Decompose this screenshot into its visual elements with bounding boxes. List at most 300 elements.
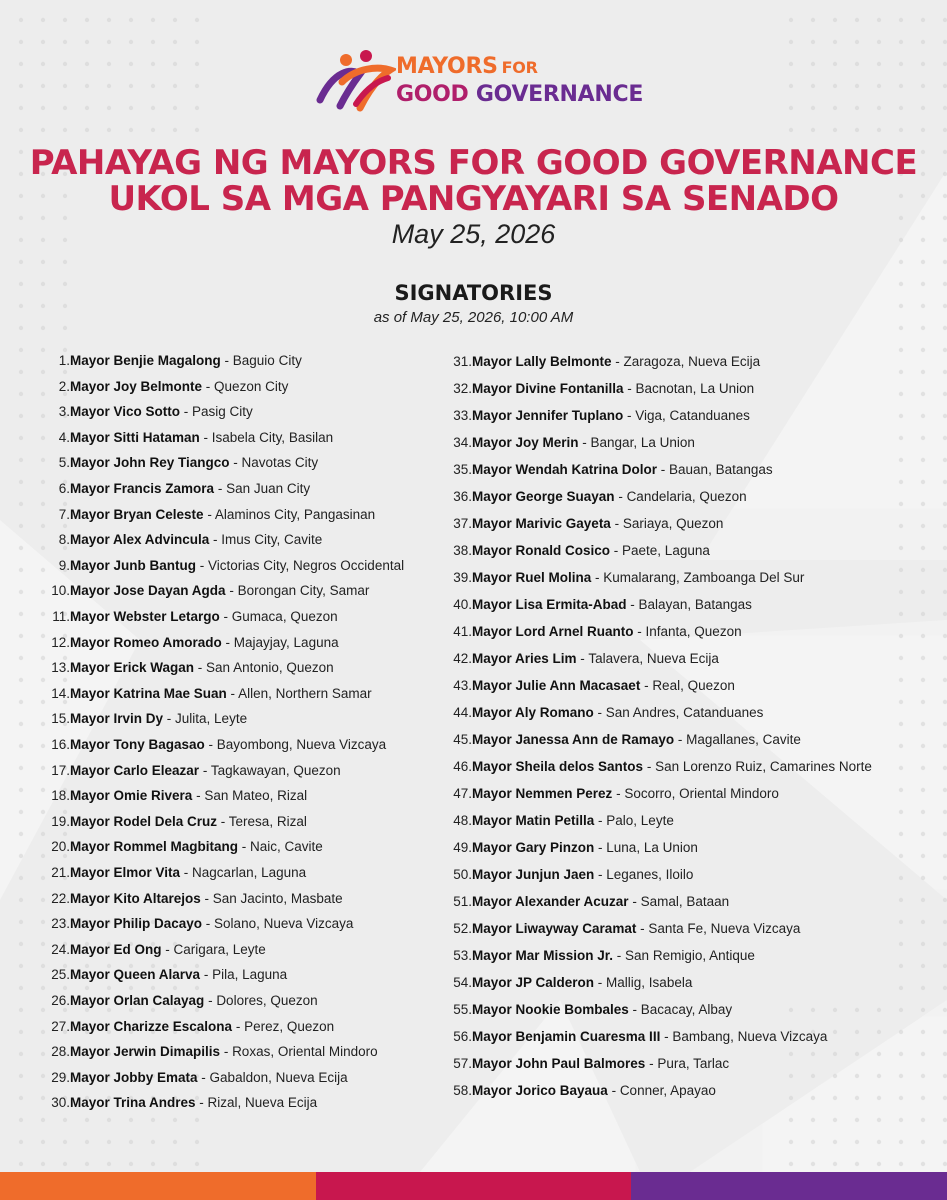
signatory-name: Mayor Queen Alarva [70,967,201,983]
signatory-place: Leganes, Iloilo [606,867,694,882]
signatory-number: 19. [51,813,70,829]
signatory-item [446,380,754,398]
signatory-name: Mayor Lisa Ermita-Abad [472,597,627,612]
signatory-place: Viga, Catanduanes [635,408,750,423]
signatory-item [446,461,773,479]
signatory-item [446,407,750,425]
signatory-name: Mayor Lally Belmonte [472,354,612,369]
signatory-place: Pasig City [192,404,253,420]
signatory-number: 35. [453,462,472,477]
signatory-place: Teresa, Rizal [228,813,307,829]
signatory-place: Dolores, Quezon [216,993,318,1008]
signatory-separator: - [607,1083,620,1098]
signatory-name: Mayor Kito Altarejos [70,890,201,906]
signatory-item [44,710,247,728]
signatory-item [44,531,322,549]
signatory-number: 1. [58,353,70,368]
signatory-separator: - [204,737,217,752]
signatory-number: 29. [51,1069,70,1085]
signatory-place: Allen, Northern Samar [238,685,372,701]
signatory-item [44,403,253,421]
signatory-name: Mayor Julie Ann Macasaet [472,678,641,693]
signatory-place: San Andres, Catanduanes [605,705,764,720]
signatory-separator: - [225,583,238,599]
signatory-name: Mayor Alexander Acuzar [472,894,629,909]
signatory-item [44,864,306,882]
signatory-separator: - [180,404,193,420]
signatory-name: Mayor Junjun Jaen [472,867,595,882]
signatory-number: 17. [51,762,70,778]
signatory-place: Luna, La Union [606,840,698,855]
signatory-number: 42. [453,651,472,666]
signatory-place: Bayombong, Nueva Vizcaya [216,737,387,752]
signatory-name: Mayor John Paul Balmores [472,1056,646,1071]
signatory-name: Mayor Gary Pinzon [472,840,595,855]
signatory-place: San Lorenzo Ruiz, Camarines Norte [655,759,872,774]
signatory-name: Mayor Erick Wagan [70,660,195,676]
signatory-number: 14. [51,685,70,701]
signatory-item [44,352,302,370]
signatory-item [44,685,372,703]
signatory-separator: - [199,429,212,445]
signatory-separator: - [626,597,639,612]
signatory-number: 36. [453,489,472,504]
signatory-separator: - [197,1069,210,1085]
signatory-separator: - [611,354,624,369]
signatory-place: Bangar, La Union [590,435,695,450]
signatory-item [446,731,801,749]
signatory-separator: - [594,840,607,855]
signatory-item [446,920,800,938]
signatory-separator: - [202,916,215,932]
signatory-place: San Antonio, Quezon [206,660,334,676]
signatory-item [44,659,334,677]
signatory-item [44,736,386,754]
signatory-place: Magallanes, Cavite [686,732,801,747]
signatory-separator: - [645,1056,658,1071]
signatory-number: 38. [453,543,472,558]
signatory-item [446,623,742,641]
signatory-item [44,1018,334,1036]
signatory-number: 7. [58,506,70,522]
signatory-number: 2. [58,378,70,394]
signatory-separator: - [660,1029,673,1044]
signatory-name: Mayor Ed Ong [70,941,162,957]
signatory-item [44,966,287,984]
signatory-name: Mayor Charizze Escalona [70,1018,233,1034]
signatory-name: Mayor Sheila delos Santos [472,759,644,774]
signatory-item [44,634,339,652]
signatory-name: Mayor Tony Bagasao [70,737,205,752]
signatory-place: Nagcarlan, Laguna [192,865,307,880]
signatory-number: 27. [51,1018,70,1034]
signatory-number: 46. [453,759,472,774]
statement-date: May 25, 2026 [391,219,556,249]
signatory-separator: - [628,894,641,909]
signatory-name: Mayor Orlan Calayag [70,993,205,1008]
signatory-separator: - [226,685,239,701]
signatory-item [44,454,318,472]
signatory-place: Imus City, Cavite [221,532,323,548]
signatory-item [44,1043,378,1061]
signatory-name: Mayor Liwayway Caramat [472,921,637,936]
signatory-number: 56. [453,1029,472,1044]
signatory-item [446,704,763,722]
signatory-place: Baguio City [232,353,302,368]
signatory-number: 3. [58,404,70,420]
signatory-place: Talavera, Nueva Ecija [588,651,719,666]
signatory-number: 48. [453,813,472,828]
signatory-place: Samal, Bataan [640,894,730,909]
signatory-place: Palo, Leyte [606,813,674,828]
signatory-item [44,838,323,856]
signatory-place: Sariaya, Quezon [622,516,724,531]
signatory-name: Mayor Jennifer Tuplano [472,408,624,423]
signatory-place: Carigara, Leyte [173,941,266,957]
signatory-item [446,434,695,452]
signatory-number: 53. [453,948,472,963]
signatory-name: Mayor Francis Zamora [70,481,215,496]
signatory-number: 44. [453,705,472,720]
signatory-number: 9. [58,557,70,573]
signatory-separator: - [578,435,591,450]
signatory-name: Mayor George Suayan [472,489,615,504]
signatory-separator: - [610,543,623,558]
page-title-line-2: UKOL SA MGA PANGYAYARI SA SENADO [108,179,839,219]
signatory-number: 49. [453,840,472,855]
signatory-place: San Mateo, Rizal [204,788,308,804]
signatory-separator: - [238,839,251,855]
signatory-number: 25. [51,967,70,983]
signatory-item [446,1028,827,1046]
signatory-place: Paete, Laguna [622,543,710,558]
signatory-separator: - [623,408,636,423]
signatory-name: Mayor Divine Fontanilla [472,381,624,396]
signatory-separator: - [594,975,607,990]
signatory-separator: - [232,1018,245,1034]
signatory-item [446,758,872,776]
signatory-name: Mayor Nookie Bombales [472,1002,629,1017]
signatory-item [44,787,307,805]
signatory-number: 39. [453,570,472,585]
signatory-item [446,1082,716,1100]
signatory-separator: - [220,1044,233,1060]
signatory-number: 20. [51,839,70,855]
signatory-name: Mayor Jorico Bayaua [472,1083,608,1098]
signatory-place: Real, Quezon [652,678,735,693]
signatory-item [44,941,266,959]
signatory-separator: - [657,462,670,477]
signatory-number: 8. [58,532,70,548]
signatory-name: Mayor Bryan Celeste [70,506,204,522]
signatory-name: Mayor Benjamin Cuaresma III [472,1029,661,1044]
signatory-place: Victorias City, Negros Occidental [208,557,405,573]
signatory-name: Mayor Mar Mission Jr. [472,948,614,963]
signatory-separator: - [192,788,205,804]
signatory-number: 23. [51,916,70,932]
signatory-item [446,893,729,911]
signatory-name: Mayor Carlo Eleazar [70,762,200,778]
signatory-separator: - [200,890,213,906]
signatory-separator: - [163,711,176,727]
signatory-place: Mallig, Isabela [606,975,693,990]
signatories-heading: SIGNATORIES [394,281,553,305]
signatory-separator: - [591,570,604,585]
signatory-name: Mayor Matin Petilla [472,813,595,828]
signatory-place: Isabela City, Basilan [211,429,334,445]
signatory-name: Mayor Rodel Dela Cruz [70,813,218,829]
signatory-name: Mayor Lord Arnel Ruanto [472,624,634,639]
signatory-item [446,353,760,371]
signatory-item [44,813,307,831]
signatory-place: San Remigio, Antique [625,948,755,963]
signatory-name: Mayor Vico Sotto [70,404,181,420]
signatory-place: Alaminos City, Pangasinan [214,506,376,522]
signatory-separator: - [214,481,227,496]
signatory-number: 45. [453,732,472,747]
signatory-separator: - [204,993,217,1008]
signatory-separator: - [196,557,209,573]
signatory-item [44,378,288,396]
signatory-separator: - [220,353,233,368]
signatory-separator: - [636,921,649,936]
signatory-name: Mayor Katrina Mae Suan [70,685,227,701]
signatory-name: Mayor Elmor Vita [70,865,181,880]
signatory-name: Mayor Aly Romano [472,705,594,720]
signatory-separator: - [610,516,623,531]
signatory-name: Mayor Marivic Gayeta [472,516,611,531]
signatory-name: Mayor Jose Dayan Agda [70,583,226,599]
signatory-item [446,866,693,884]
signatory-name: Mayor Wendah Katrina Dolor [472,462,658,477]
signatory-separator: - [219,609,232,624]
signatory-place: Quezon City [214,378,289,394]
signatory-name: Mayor Aries Lim [472,651,577,666]
signatory-item [446,1001,732,1019]
signatory-item [446,812,674,830]
signatory-place: Bambang, Nueva Vizcaya [672,1029,828,1044]
logo-line-1: MAYORS FOR [396,54,538,79]
signatory-place: San Juan City [226,481,311,496]
signatories-as-of: as of May 25, 2026, 10:00 AM [373,309,574,326]
signatory-item [446,596,752,614]
signatory-item [446,650,719,668]
signatory-place: Naic, Cavite [250,839,323,855]
signatory-number: 16. [51,737,70,752]
signatory-name: Mayor John Rey Tiangco [70,455,230,471]
signatory-number: 11. [52,609,70,624]
signatory-item [446,947,755,965]
signatory-name: Mayor Irvin Dy [70,711,164,727]
signatory-number: 37. [453,516,472,531]
bottom-color-stripe [0,1172,947,1200]
signatory-number: 28. [51,1044,70,1060]
signatory-place: San Jacinto, Masbate [212,890,343,906]
signatory-separator: - [200,967,213,983]
stripe-segment [631,1172,947,1200]
signatory-separator: - [209,532,222,548]
signatory-place: Navotas City [241,455,319,471]
signatory-number: 18. [51,788,70,804]
signatory-separator: - [195,1095,208,1111]
signatory-separator: - [612,786,625,801]
signatory-place: Borongan City, Samar [237,583,370,599]
signatory-item [44,582,369,600]
signatory-place: Perez, Quezon [244,1018,335,1034]
signatory-separator: - [643,759,656,774]
signatory-number: 22. [51,890,70,906]
signatory-name: Mayor Alex Advincula [70,532,210,548]
signatory-name: Mayor Jobby Emata [70,1069,198,1085]
signatory-item [446,839,698,857]
signatory-number: 15. [51,711,70,727]
signatory-name: Mayor Romeo Amorado [70,634,222,650]
signatory-item [446,974,692,992]
signatory-number: 24. [51,941,70,957]
signatory-place: Bauan, Batangas [669,462,773,477]
mayors-for-good-governance-logo [316,48,646,114]
signatory-name: Mayor JP Calderon [472,975,595,990]
signatory-item [446,785,779,803]
signatory-item [44,915,353,933]
signatory-name: Mayor Junb Bantug [70,557,197,573]
signatory-item [446,677,735,695]
signatory-number: 47. [453,786,472,801]
signatory-place: Majayjay, Laguna [233,634,339,650]
signatory-place: Tagkawayan, Quezon [210,762,341,778]
signatory-name: Mayor Nemmen Perez [472,786,613,801]
signatory-number: 52. [453,921,472,936]
stripe-segment [0,1172,316,1200]
signatory-separator: - [576,651,589,666]
page-title-line-1: PAHAYAG NG MAYORS FOR GOOD GOVERNANCE [29,143,918,183]
signatory-name: Mayor Benjie Magalong [70,353,221,368]
signatory-number: 21. [51,865,70,880]
signatory-separator: - [199,762,211,778]
signatory-place: Julita, Leyte [175,711,248,727]
signatory-separator: - [674,732,687,747]
signatory-separator: - [194,660,207,676]
signatory-separator: - [623,381,636,396]
logo-figures-icon [316,48,396,114]
signatory-number: 33. [453,408,472,423]
signatory-number: 57. [453,1056,472,1071]
signatory-name: Mayor Sitti Hataman [70,429,200,445]
signatory-name: Mayor Philip Dacayo [70,916,203,932]
signatory-number: 58. [453,1083,472,1098]
signatory-place: Bacacay, Albay [640,1002,733,1017]
signatory-name: Mayor Omie Rivera [70,788,193,804]
signatory-place: Rizal, Nueva Ecija [207,1095,318,1111]
signatory-separator: - [633,624,646,639]
signatory-place: Bacnotan, La Union [635,381,755,396]
signatory-item [44,506,375,524]
signatory-separator: - [614,489,627,504]
signatory-item [44,429,333,447]
signatory-name: Mayor Rommel Magbitang [70,839,239,855]
signatory-number: 10. [51,583,70,599]
signatory-separator: - [217,813,229,829]
signatory-item [44,608,338,626]
signatory-item [446,488,747,506]
signatory-number: 40. [453,597,472,612]
signatory-name: Mayor Jerwin Dimapilis [70,1044,221,1060]
signatory-item [446,1055,729,1073]
signatory-place: Gumaca, Quezon [231,609,338,624]
signatory-number: 31. [453,354,472,369]
signatory-number: 30. [51,1095,70,1111]
signatory-name: Mayor Webster Letargo [70,609,220,624]
signatory-place: Zaragoza, Nueva Ecija [623,354,761,369]
signatory-item [44,1094,317,1112]
signatory-number: 41. [453,624,472,639]
signatory-name: Mayor Ruel Molina [472,570,592,585]
signatory-place: Roxas, Oriental Mindoro [232,1044,378,1060]
signatory-place: Gabaldon, Nueva Ecija [209,1069,348,1085]
logo-line-2: GOOD GOVERNANCE [396,82,644,107]
signatory-place: Kumalarang, Zamboanga Del Sur [603,570,805,585]
signatory-separator: - [180,865,193,880]
signatory-item [44,480,310,498]
signatory-number: 13. [51,660,70,676]
signatory-separator: - [594,813,607,828]
signatory-item [446,569,804,587]
signatory-place: Socorro, Oriental Mindoro [624,786,779,801]
signatory-number: 32. [453,381,472,396]
signatory-name: Mayor Ronald Cosico [472,543,611,558]
signatory-number: 54. [453,975,472,990]
signatory-name: Mayor Joy Merin [472,435,579,450]
signatory-number: 51. [453,894,472,909]
signatory-item [44,992,318,1010]
signatory-separator: - [613,948,626,963]
signatory-place: Pila, Laguna [212,967,288,983]
signatory-item [44,1069,348,1087]
signatory-number: 26. [51,993,70,1008]
signatory-name: Mayor Trina Andres [70,1095,196,1111]
signatory-number: 6. [58,481,70,496]
signatory-separator: - [594,867,607,882]
signatory-separator: - [221,634,234,650]
signatory-place: Solano, Nueva Vizcaya [214,916,354,932]
signatory-place: Candelaria, Quezon [626,489,747,504]
signatory-place: Santa Fe, Nueva Vizcaya [648,921,801,936]
signatory-separator: - [593,705,606,720]
signatory-number: 50. [453,867,472,882]
signatory-separator: - [202,378,215,394]
signatory-number: 5. [58,455,70,471]
signatory-number: 43. [453,678,472,693]
signatory-separator: - [161,941,174,957]
signatory-separator: - [203,506,215,522]
signatory-number: 34. [453,435,472,450]
signatory-item [446,515,723,533]
signatory-item [44,762,341,780]
signatory-place: Infanta, Quezon [645,624,742,639]
signatory-item [44,890,343,908]
signatory-name: Mayor Janessa Ann de Ramayo [472,732,675,747]
signatory-number: 55. [453,1002,472,1017]
signatory-separator: - [640,678,653,693]
stripe-segment [316,1172,632,1200]
signatory-place: Pura, Tarlac [657,1056,730,1071]
signatory-item [446,542,710,560]
signatory-separator: - [628,1002,641,1017]
signatory-number: 12. [51,634,70,650]
signatory-separator: - [229,455,242,471]
signatory-name: Mayor Joy Belmonte [70,378,203,394]
signatory-place: Balayan, Batangas [638,597,752,612]
